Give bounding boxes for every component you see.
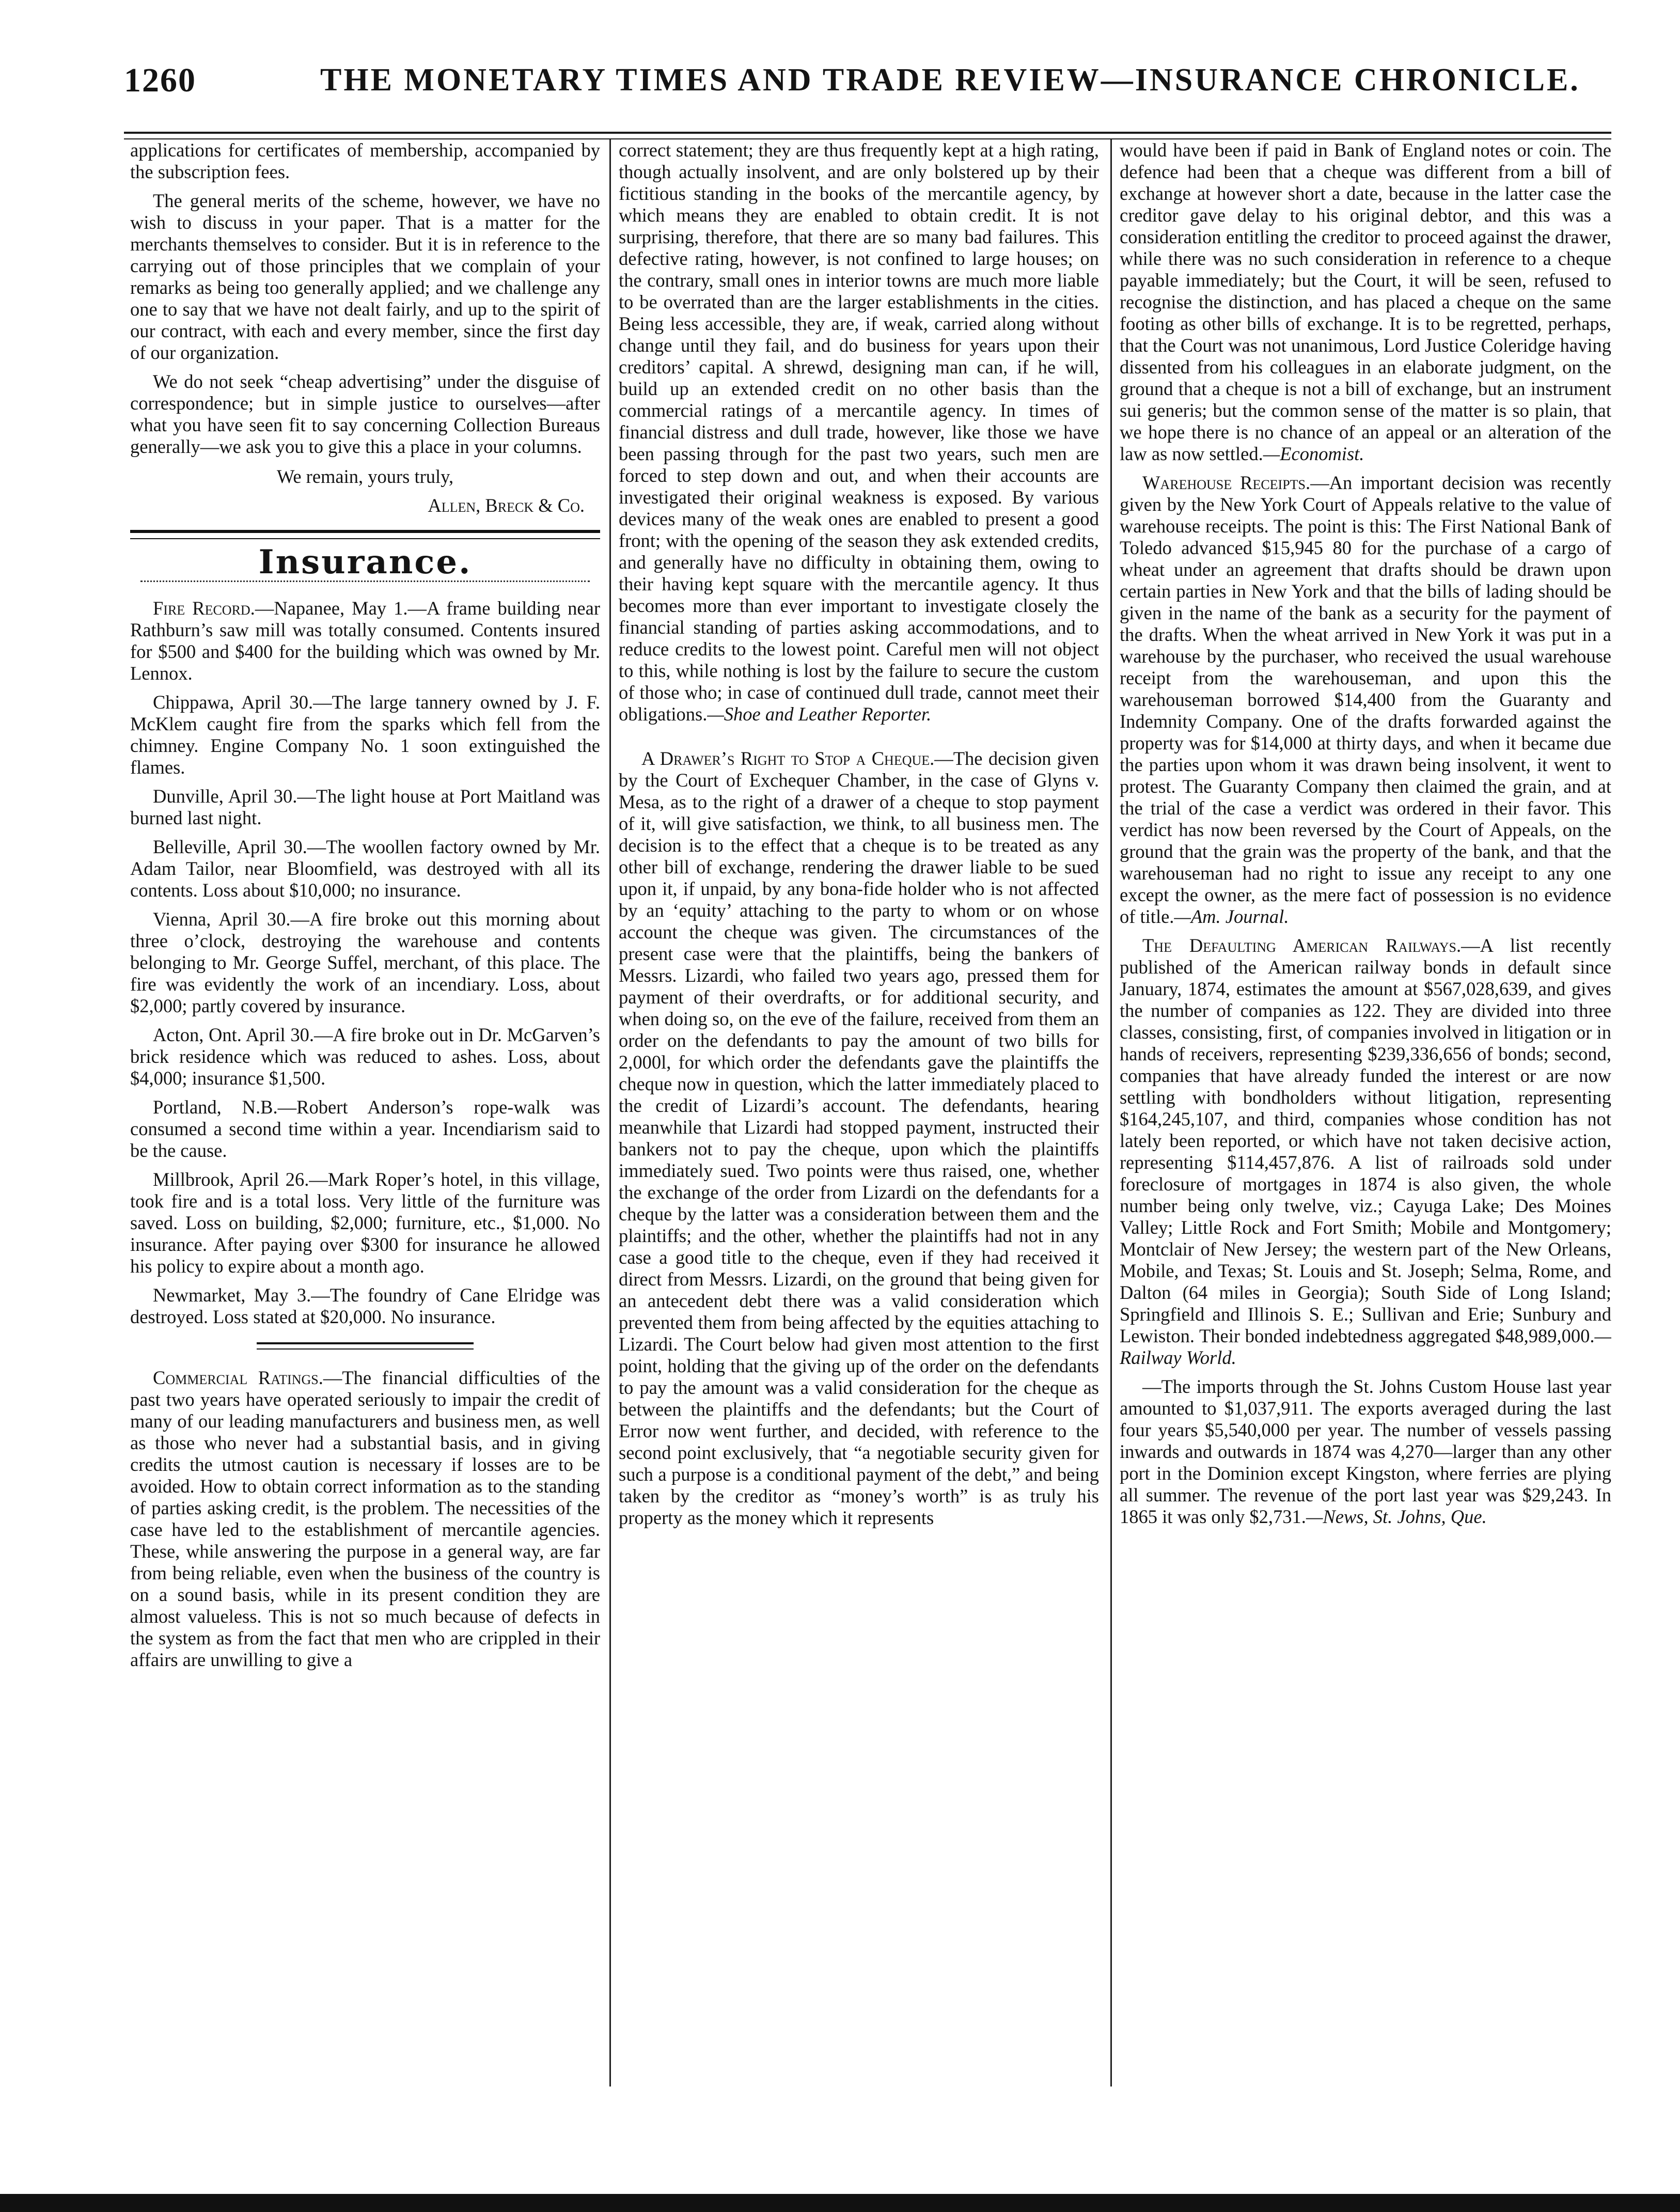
fire-record-item: Portland, N.B.—Robert Anderson’s rope-walk was consumed a second time within a year. Incendiarism said to be the cause.	[130, 1096, 600, 1161]
article-source: —Railway World.	[1120, 1325, 1611, 1368]
commercial-ratings-label: Commercial Ratings.	[153, 1367, 323, 1388]
letter-signature: Allen, Breck & Co.	[428, 495, 585, 516]
article-source: —News, St. Johns, Que.	[1306, 1506, 1487, 1527]
fire-record-label: Fire Record.	[153, 598, 255, 619]
fire-record-item: Newmarket, May 3.—The foundry of Cane Elridge was destroyed. Loss stated at $20,000. No insurance.	[130, 1284, 600, 1327]
letter-paragraph: We do not seek “cheap advertising” under the disguise of correspondence; but in simple justice to ourselves—after what you have seen fit to say concerning Collection Bureaus generally—we ask you to give this a place in your columns.	[130, 371, 600, 457]
defaulting-railways-label: The Defaulting American Railways.	[1142, 935, 1462, 956]
drawers-right-label: A Drawer’s Right to Stop a Cheque.	[641, 748, 935, 769]
letter-closing: We remain, yours truly,	[276, 466, 454, 487]
running-head-title: THE MONETARY TIMES AND TRADE REVIEW—INSURANCE CHRONICLE.	[320, 62, 1580, 98]
letter-paragraph: The general merits of the scheme, however, we have no wish to discuss in your paper. That is a matter for the merchants themselves to consider. But it is in reference to the carrying out of those principles that we complain of your remarks as being too generally applied; and we challenge any one to say that we have not dealt fairly, and up to the spirit of our contract, with each and every member, since the first day of our organization.	[130, 190, 600, 363]
drawers-right-continuation	[1120, 139, 1611, 465]
warehouse-receipts-text: —An important decision was recently given by the New York Court of Appeals relative to the value of warehouse receipts. The point is this: The First National Bank of Toledo advanced $15,945 80 for the purchase of a cargo of wheat under an agreement that drafts should be drawn upon certain parties in New York and that the bills of lading should be given in the name of the bank as a security for the payment of the drafts. When the wheat arrived in New York it was put in a warehouse by the purchaser, who received the usual warehouse receipt from the warehouseman, and upon this the warehouseman borrowed $14,400 from the Guaranty and Indemnity Company. One of the drafts forwarded against the property was for $14,000 at thirty days, and when it became due the parties upon whom it was drawn being insolvent, it went to protest. The Guaranty Company then claimed the grain, and at the trial of the case a verdict was ordered in their favor. This verdict has now been reversed by the Court of Appeals, on the ground that the grain was the property of the bank, and that the warehouseman had no right to issue any receipt to any one except the owner, as the mere fact of possession is no evidence of title.	[1120, 472, 1611, 927]
commercial-ratings-article	[130, 1367, 600, 1671]
section-rule	[130, 530, 600, 539]
st-johns-imports-article	[1120, 1376, 1611, 1528]
column-1	[130, 139, 600, 2123]
fire-record-item: Vienna, April 30.—A fire broke out this morning about three o’clock, destroying the warehouse and contents belonging to Mr. George Suffel, merchant, of this place. The fire was evidently the work of an incendiary. Loss, about $2,000; partly covered by insurance.	[130, 908, 600, 1016]
fire-record-item: Dunville, April 30.—The light house at Port Maitland was burned last night.	[130, 786, 600, 828]
fire-record-item: Millbrook, April 26.—Mark Roper’s hotel, in this village, took fire and is a total loss. Very little of the furniture was saved. Loss on building, $2,000; furniture, etc., $1,000. No insurance. After paying over $300 for insurance he allowed his policy to expire about a month ago.	[130, 1169, 600, 1277]
defaulting-railways-text: —A list recently published of the American railway bonds in default since January, 1874, estimates the amount at $567,028,639, and gives the number of companies as 122. They are divided into three classes, consisting, first, of companies involved in litigation or in hands of receivers, representing $239,336,656 of bonds; second, companies that have already funded the interest or are now settling with bondholders without litigation, representing $164,245,107, and third, companies whose condition has not lately been reported, or which have not taken decisive action, representing $114,457,876. A list of railroads sold under foreclosure of mortgages in 1874 is also given, the whole number being only twelve, viz.; Cayuga Lake; Des Moines Valley; Little Rock and Fort Smith; Mobile and Montgomery; Montclair of New Jersey; the western part of the New Orleans, Mobile, and Texas; St. Louis and St. Joseph; Selma, Rome, and Dalton (64 miles in Georgia); South Side of Long Island; Springfield and Illinois S. E.; Sullivan and Erie; Sunbury and Lewiston. Their bonded indebtedness aggregated $48,989,000.	[1120, 935, 1611, 1346]
article-source: —Am. Journal.	[1174, 906, 1289, 927]
article-separator	[257, 1342, 474, 1350]
warehouse-receipts-label: Warehouse Receipts.	[1142, 472, 1311, 493]
page-number: 1260	[124, 61, 196, 99]
commercial-ratings-text: —The financial difficulties of the past two years have operated seriously to impair the credit of many of our leading manufacturers and business men, as well as those who never had a substantial basis, and in giving credits the utmost caution is necessary if losses are to be avoided. How to obtain correct information as to the standing of parties asking credit, is the problem. The necessities of the case have led to the establishment of mercantile agencies. These, while answering the purpose in a general way, are far from being reliable, even when the business of the country is on a sound basis, while in its present condition they are almost valueless. This is not so much because of defects in the system as from the fact that men who are crippled in their affairs are unwilling to give a	[130, 1367, 600, 1670]
st-johns-imports-text: —The imports through the St. Johns Custom House last year amounted to $1,037,911. The exports averaged during the last four years $5,540,000 per year. The number of vessels passing inwards and outwards in 1874 was 4,270—larger than any other port in the Dominion except Kingston, where ferries are plying all summer. The revenue of the port last year was $29,243. In 1865 it was only $2,731.	[1120, 1376, 1611, 1527]
commercial-ratings-text-cont: correct statement; they are thus frequently kept at a high rating, though actually insolvent, and are only bolstered up by their fictitious standing in the books of the mercantile agency, by which means they are enabled to obtain credit. It is not surprising, therefore, that there are so many bad failures. This defective rating, however, is not confined to large houses; on the contrary, small ones in interior towns are much more liable to be overrated than are the larger establishments in the cities. Being less accessible, they are, if weak, carried along without change until they fail, and do business for years upon their creditors’ capital. A shrewd, designing man can, if he will, build up an extended credit on no other basis than the commercial ratings of a mercantile agency. In times of financial distress and dull trade, however, like those we have been passing through for the past two years, such men are forced to step down and out, and when their accounts are investigated their original weakness is exposed. By various devices many of the weak ones are enabled to present a good front; with the opening of the season they ask extended credits, and generally have no difficulty in obtaining them, owing to their having kept square with the mercantile agency. It thus becomes more than ever important to investigate closely the financial standing of parties asking accommodations, and to reduce credits to the lowest point. Careful men will not object to this, while nothing is lost by the failure to secure the custom of those who; in case of continued dull trade, cannot meet their obligations.	[619, 139, 1099, 725]
column-3	[1120, 139, 1611, 2123]
column-2	[619, 139, 1099, 2123]
article-source: —Economist.	[1263, 443, 1364, 464]
commercial-ratings-continuation	[619, 139, 1099, 725]
fire-record-item: Belleville, April 30.—The woollen factory owned by Mr. Adam Tailor, near Bloomfield, was destroyed with all its contents. Loss about $10,000; no insurance.	[130, 836, 600, 901]
masthead	[124, 57, 1580, 114]
column-divider-2	[1110, 139, 1112, 2087]
warehouse-receipts-article	[1120, 472, 1611, 928]
article-source: —Shoe and Leather Reporter.	[707, 703, 932, 725]
section-title-insurance: Insurance.	[258, 543, 472, 582]
fire-record-item: Chippawa, April 30.—The large tannery owned by J. F. McKlem caught fire from the sparks which fell from the chimney. Engine Company No. 1 soon extinguished the flames.	[130, 692, 600, 778]
drawers-right-article	[619, 748, 1099, 1529]
drawers-right-text: —The decision given by the Court of Exchequer Chamber, in the case of Glyns v. Mesa, as to the right of a drawer of a cheque to stop payment of it, will give satisfaction, we think, to all business men. The decision is to the effect that a cheque is to be treated as any other bill of exchange, rendering the drawer liable to be sued upon it, if unpaid, by any bona-fide holder who is not affected by an ‘equity’ attaching to the party to whom or on whose account the cheque was given. The circumstances of the present case were that the plaintiffs, being the bankers of Messrs. Lizardi, who failed two years ago, pressed them for payment of their overdrafts, or for additional security, and when doing so, on the eve of the failure, received from them an order on the defendants to pay the amount of two bills for 2,000l, for which order the defendants gave the plaintiffs the cheque now in question, which the latter immediately placed to the credit of Lizardi’s account. The defendants, hearing meanwhile that Lizardi had stopped payment, instructed their bankers not to pay the cheque, upon which the plaintiffs immediately sued. Two points were thus raised, one, whether the exchange of the order from Lizardi on the defendants for a cheque by the latter was a consideration between them and the plaintiffs; and the other, whether the plaintiffs had not in any case a good title to the cheque, even if they had received it direct from Messrs. Lizardi, on the ground that being given for an antecedent debt there was a valid consideration which prevented them from being affected by the equities attaching to Lizardi. The Court below had given most attention to the first point, holding that the giving up of the order on the defendants to pay the amount was a valid consideration for the cheque as between the plaintiffs and the defendants; but the Court of Error now went further, and decided, with reference to the second point exclusively, that “a negotiable security given for such a purpose is a conditional payment of the debt,” and being taken by the creditor as “money’s worth” is as truly his property as the money which it represents	[619, 748, 1099, 1528]
defaulting-railways-article	[1120, 935, 1611, 1369]
fire-record-text: —Napanee, May 1.—A frame building near Rathburn’s saw mill was totally consumed. Contents insured for $500 and $400 for the building which was owned by Mr. Lennox.	[130, 598, 600, 684]
drawers-right-text-cont: would have been if paid in Bank of England notes or coin. The defence had been that a cheque was different from a bill of exchange at however short a date, because in the latter case the creditor gave delay to his original debtor, and this was a consideration entitling the creditor to proceed against the drawer, while there was no such consideration in reference to a cheque payable immediately; but the Court, it will be seen, refused to recognise the distinction, and has placed a cheque on the same footing as other bills of exchange. It is to be regretted, perhaps, that the Court was not unanimous, Lord Justice Coleridge having dissented from his colleagues in an elaborate judgment, on the ground that a cheque is not a bill of exchange, but an instrument sui generis; but the common sense of the matter is so plain, that we hope there is no chance of an appeal or an alteration of the law as now settled.	[1120, 139, 1611, 464]
fire-record-item: Acton, Ont. April 30.—A fire broke out in Dr. McGarven’s brick residence which was reduced to ashes. Loss, about $4,000; insurance $1,500.	[130, 1024, 600, 1089]
scan-edge-bar	[0, 2194, 1680, 2212]
fire-record-item	[130, 598, 600, 684]
header-rule	[124, 132, 1611, 139]
column-divider-1	[609, 139, 611, 2087]
letter-continuation: applications for certificates of membership, accompanied by the subscription fees.	[130, 139, 600, 182]
